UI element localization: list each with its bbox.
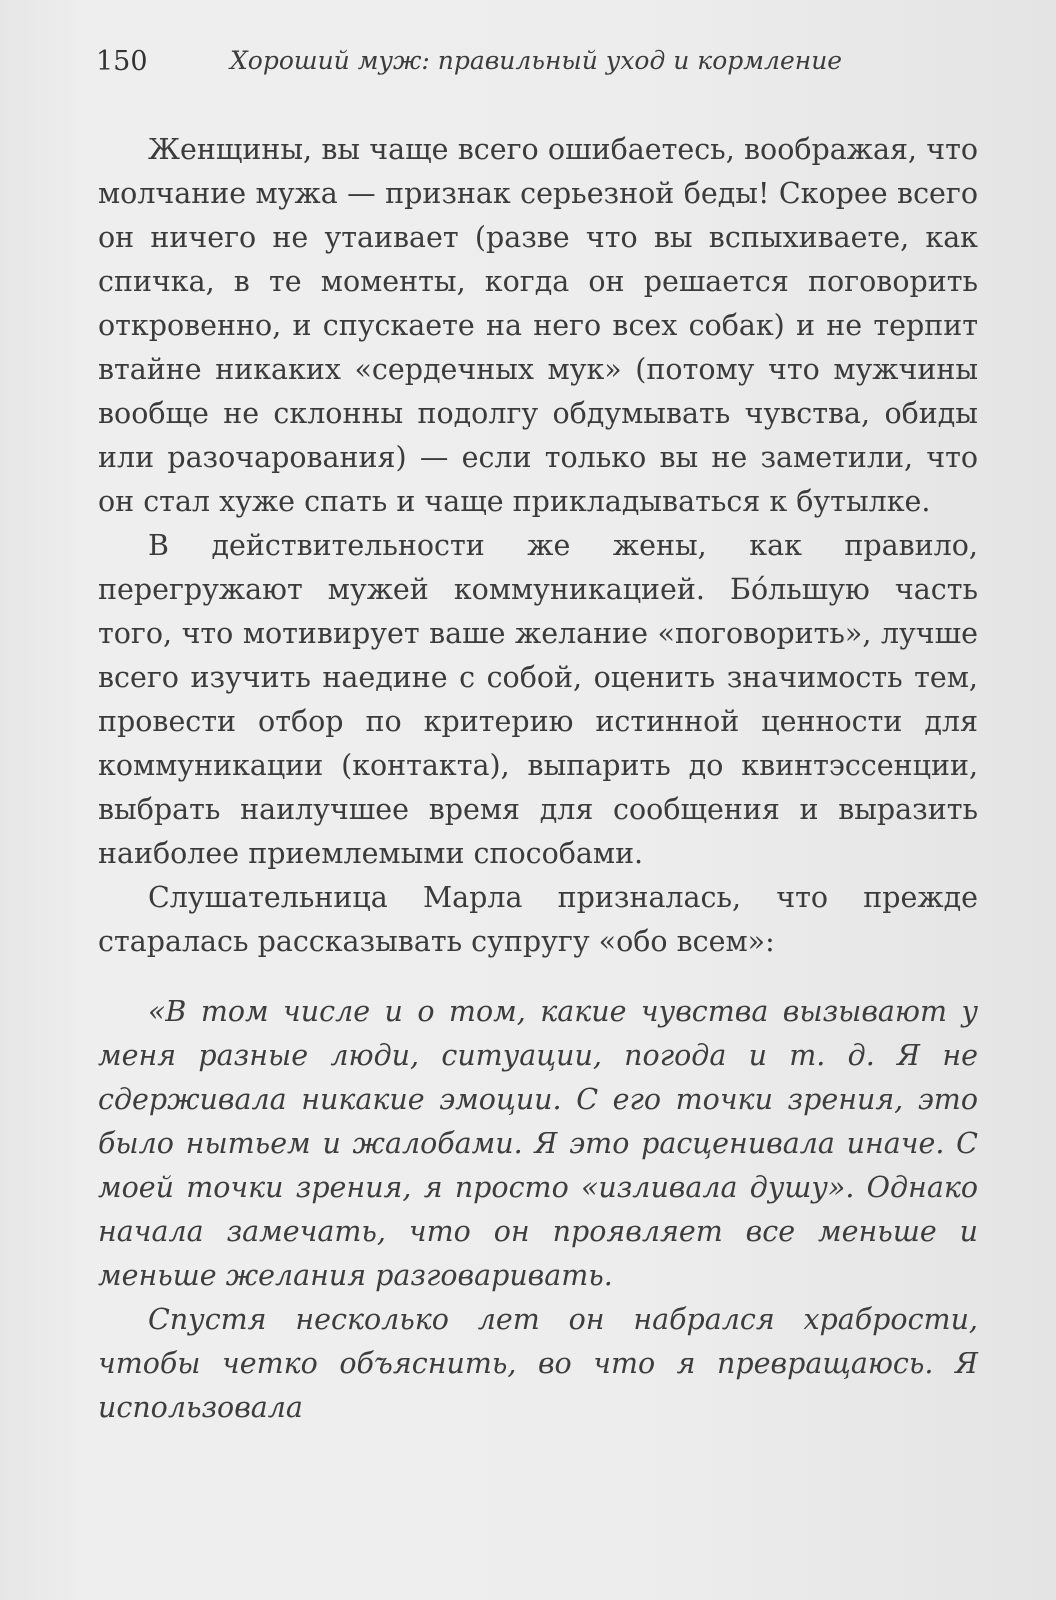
running-title: Хороший муж: правильный уход и кормление (230, 46, 843, 75)
paragraph-2: В действительности же жены, как правило, перегружают мужей коммуникацией. Бо́льшую часть того, что мотивирует ваше желание «поговорить», лучше всего изучить наедине с собой, оценить значимость тем, провести отбор по критерию истинной ценности для коммуникации (контакта), выпарить до квинтэссенции, выбрать наилучшее время для сообщения и выразить наиболее приемлемыми способами. (98, 529, 978, 870)
page-number: 150 (96, 46, 148, 77)
page-body (98, 128, 978, 1430)
quote-paragraph-1: «В том числе и о том, какие чувства вызывают у меня разные люди, ситуации, погода и т. д. Я не сдерживала никакие эмоции. С его точки зрения, это было нытьем и жалобами. Я это расценивала иначе. С моей точки зрения, я просто «изливала душу». Однако начала замечать, что он проявляет все меньше и меньше желания разговаривать. (98, 995, 978, 1292)
page-header (96, 46, 976, 86)
quote-paragraph-2: Спустя несколько лет он набрался храбрости, чтобы четко объяснить, во что я превращаюсь. Я использовала (98, 1303, 978, 1424)
paragraph-1: Женщины, вы чаще всего ошибаетесь, воображая, что молчание мужа — признак серьезной беды! Скорее всего он ничего не утаивает (разве что вы вспыхиваете, как спичка, в те моменты, когда он решается поговорить откровенно, и спускаете на него всех собак) и не терпит втайне никаких «сердечных мук» (потому что мужчины вообще не склонны подолгу обдумывать чувства, обиды или разочарования) — если только вы не заметили, что он стал хуже спать и чаще прикладываться к бутылке. (98, 133, 978, 518)
paragraph-3: Слушательница Марла призналась, что прежде старалась рассказывать супругу «обо всем»: (98, 881, 978, 958)
